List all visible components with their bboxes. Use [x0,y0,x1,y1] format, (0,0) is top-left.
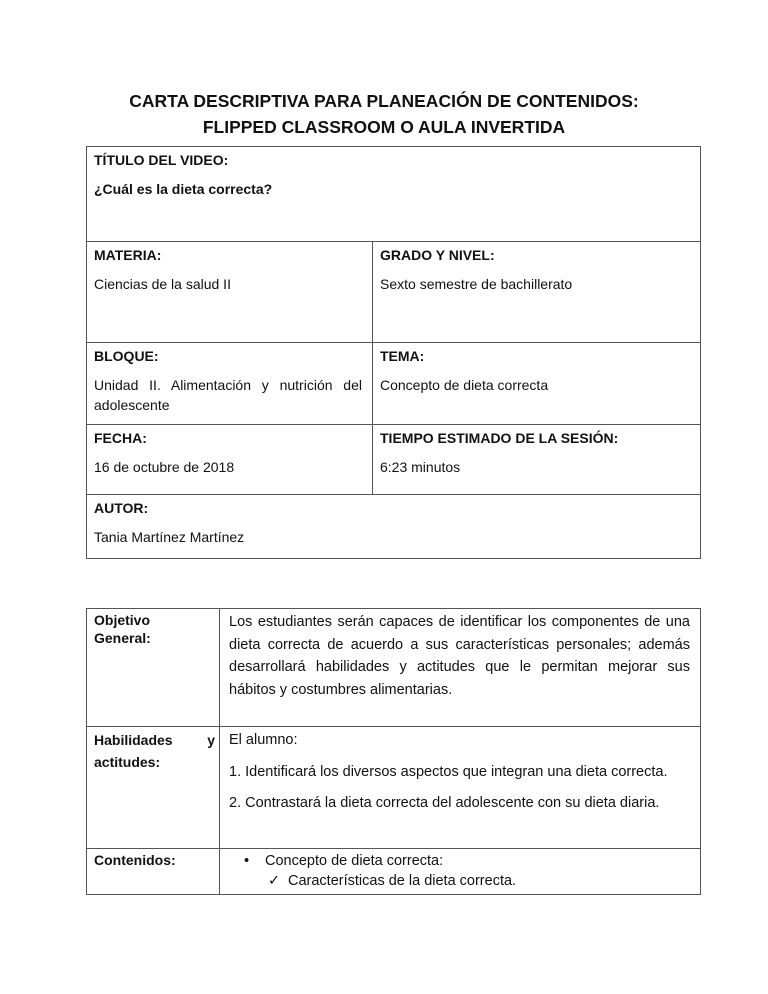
cell-fecha [87,425,373,495]
bullet-icon: • [244,853,250,869]
cell-habilidades-text [220,727,701,849]
row-materia [87,242,701,343]
tema-label: TEMA: [380,348,425,364]
contenidos-sublist [220,871,700,891]
habilidades-label-line2: actitudes: [94,754,161,770]
row-autor [87,495,701,559]
cell-contenidos-label [87,849,220,895]
cell-objetivo-label [87,609,220,727]
fecha-label: FECHA: [94,430,147,446]
cell-autor [87,495,701,559]
titulo-label: TÍTULO DEL VIDEO: [94,152,229,168]
habilidades-label-y: y [207,732,215,748]
grado-value: Sexto semestre de bachillerato [380,276,573,292]
tiempo-value: 6:23 minutos [380,459,461,475]
habilidades-item-2: 2. Contrastará la dieta correcta del adolescente con su dieta diaria. [229,795,660,811]
contenidos-list [220,849,700,871]
title-line-1: CARTA DESCRIPTIVA PARA PLANEACIÓN DE CONTENIDOS: [129,91,639,111]
cell-tiempo [373,425,701,495]
title-line-2: FLIPPED CLASSROOM O AULA INVERTIDA [202,117,566,137]
cell-grado [373,242,701,343]
plan-table [86,608,701,895]
cell-contenidos-text [220,849,701,895]
objetivo-label-line2: General: [94,630,151,646]
habilidades-text [220,727,700,815]
habilidades-label [87,727,219,773]
row-titulo [87,147,701,242]
contenidos-bullet-text: Concepto de dieta correcta: [265,853,444,869]
objetivo-text: Los estudiantes serán capaces de identificar los componentes de una dieta correcta de acuerdo a sus características personales; además desarrollará habilidades y actitudes que le permitan mejorar sus hábitos y costumbres alimentarias. [229,614,690,698]
row-bloque [87,343,701,425]
contenidos-subitem-text: Características de la dieta correcta. [288,873,517,889]
cell-tema [373,343,701,425]
fecha-value: 16 de octubre de 2018 [94,459,235,475]
row-fecha [87,425,701,495]
row-contenidos [87,849,701,895]
list-item [268,871,700,891]
checkmark-icon: ✓ [268,873,281,889]
habilidades-intro: El alumno: [229,732,298,748]
autor-value: Tania Martínez Martínez [94,529,245,545]
habilidades-label-line1: Habilidades [94,732,173,748]
cell-habilidades-label [87,727,220,849]
cell-titulo [87,147,701,242]
info-table [86,146,701,559]
cell-objetivo-text [220,609,701,727]
titulo-value: ¿Cuál es la dieta correcta? [94,181,273,197]
materia-label: MATERIA: [94,247,162,263]
bloque-value: Unidad II. Alimentación y nutrición del adolescente [94,377,362,413]
row-habilidades [87,727,701,849]
habilidades-item-1: 1. Identificará los diversos aspectos que integran una dieta correcta. [229,763,668,780]
autor-label: AUTOR: [94,500,149,516]
bloque-label: BLOQUE: [94,348,159,364]
objetivo-label-line1: Objetivo [94,612,151,628]
materia-value: Ciencias de la salud II [94,276,231,292]
tiempo-label: TIEMPO ESTIMADO DE LA SESIÓN: [380,430,619,446]
row-objetivo [87,609,701,727]
cell-bloque [87,343,373,425]
contenidos-label: Contenidos: [94,852,176,868]
document-title [0,88,768,140]
cell-materia [87,242,373,343]
objetivo-label [87,609,219,647]
tema-value: Concepto de dieta correcta [380,377,549,393]
list-item [244,851,700,871]
grado-label: GRADO Y NIVEL: [380,247,495,263]
